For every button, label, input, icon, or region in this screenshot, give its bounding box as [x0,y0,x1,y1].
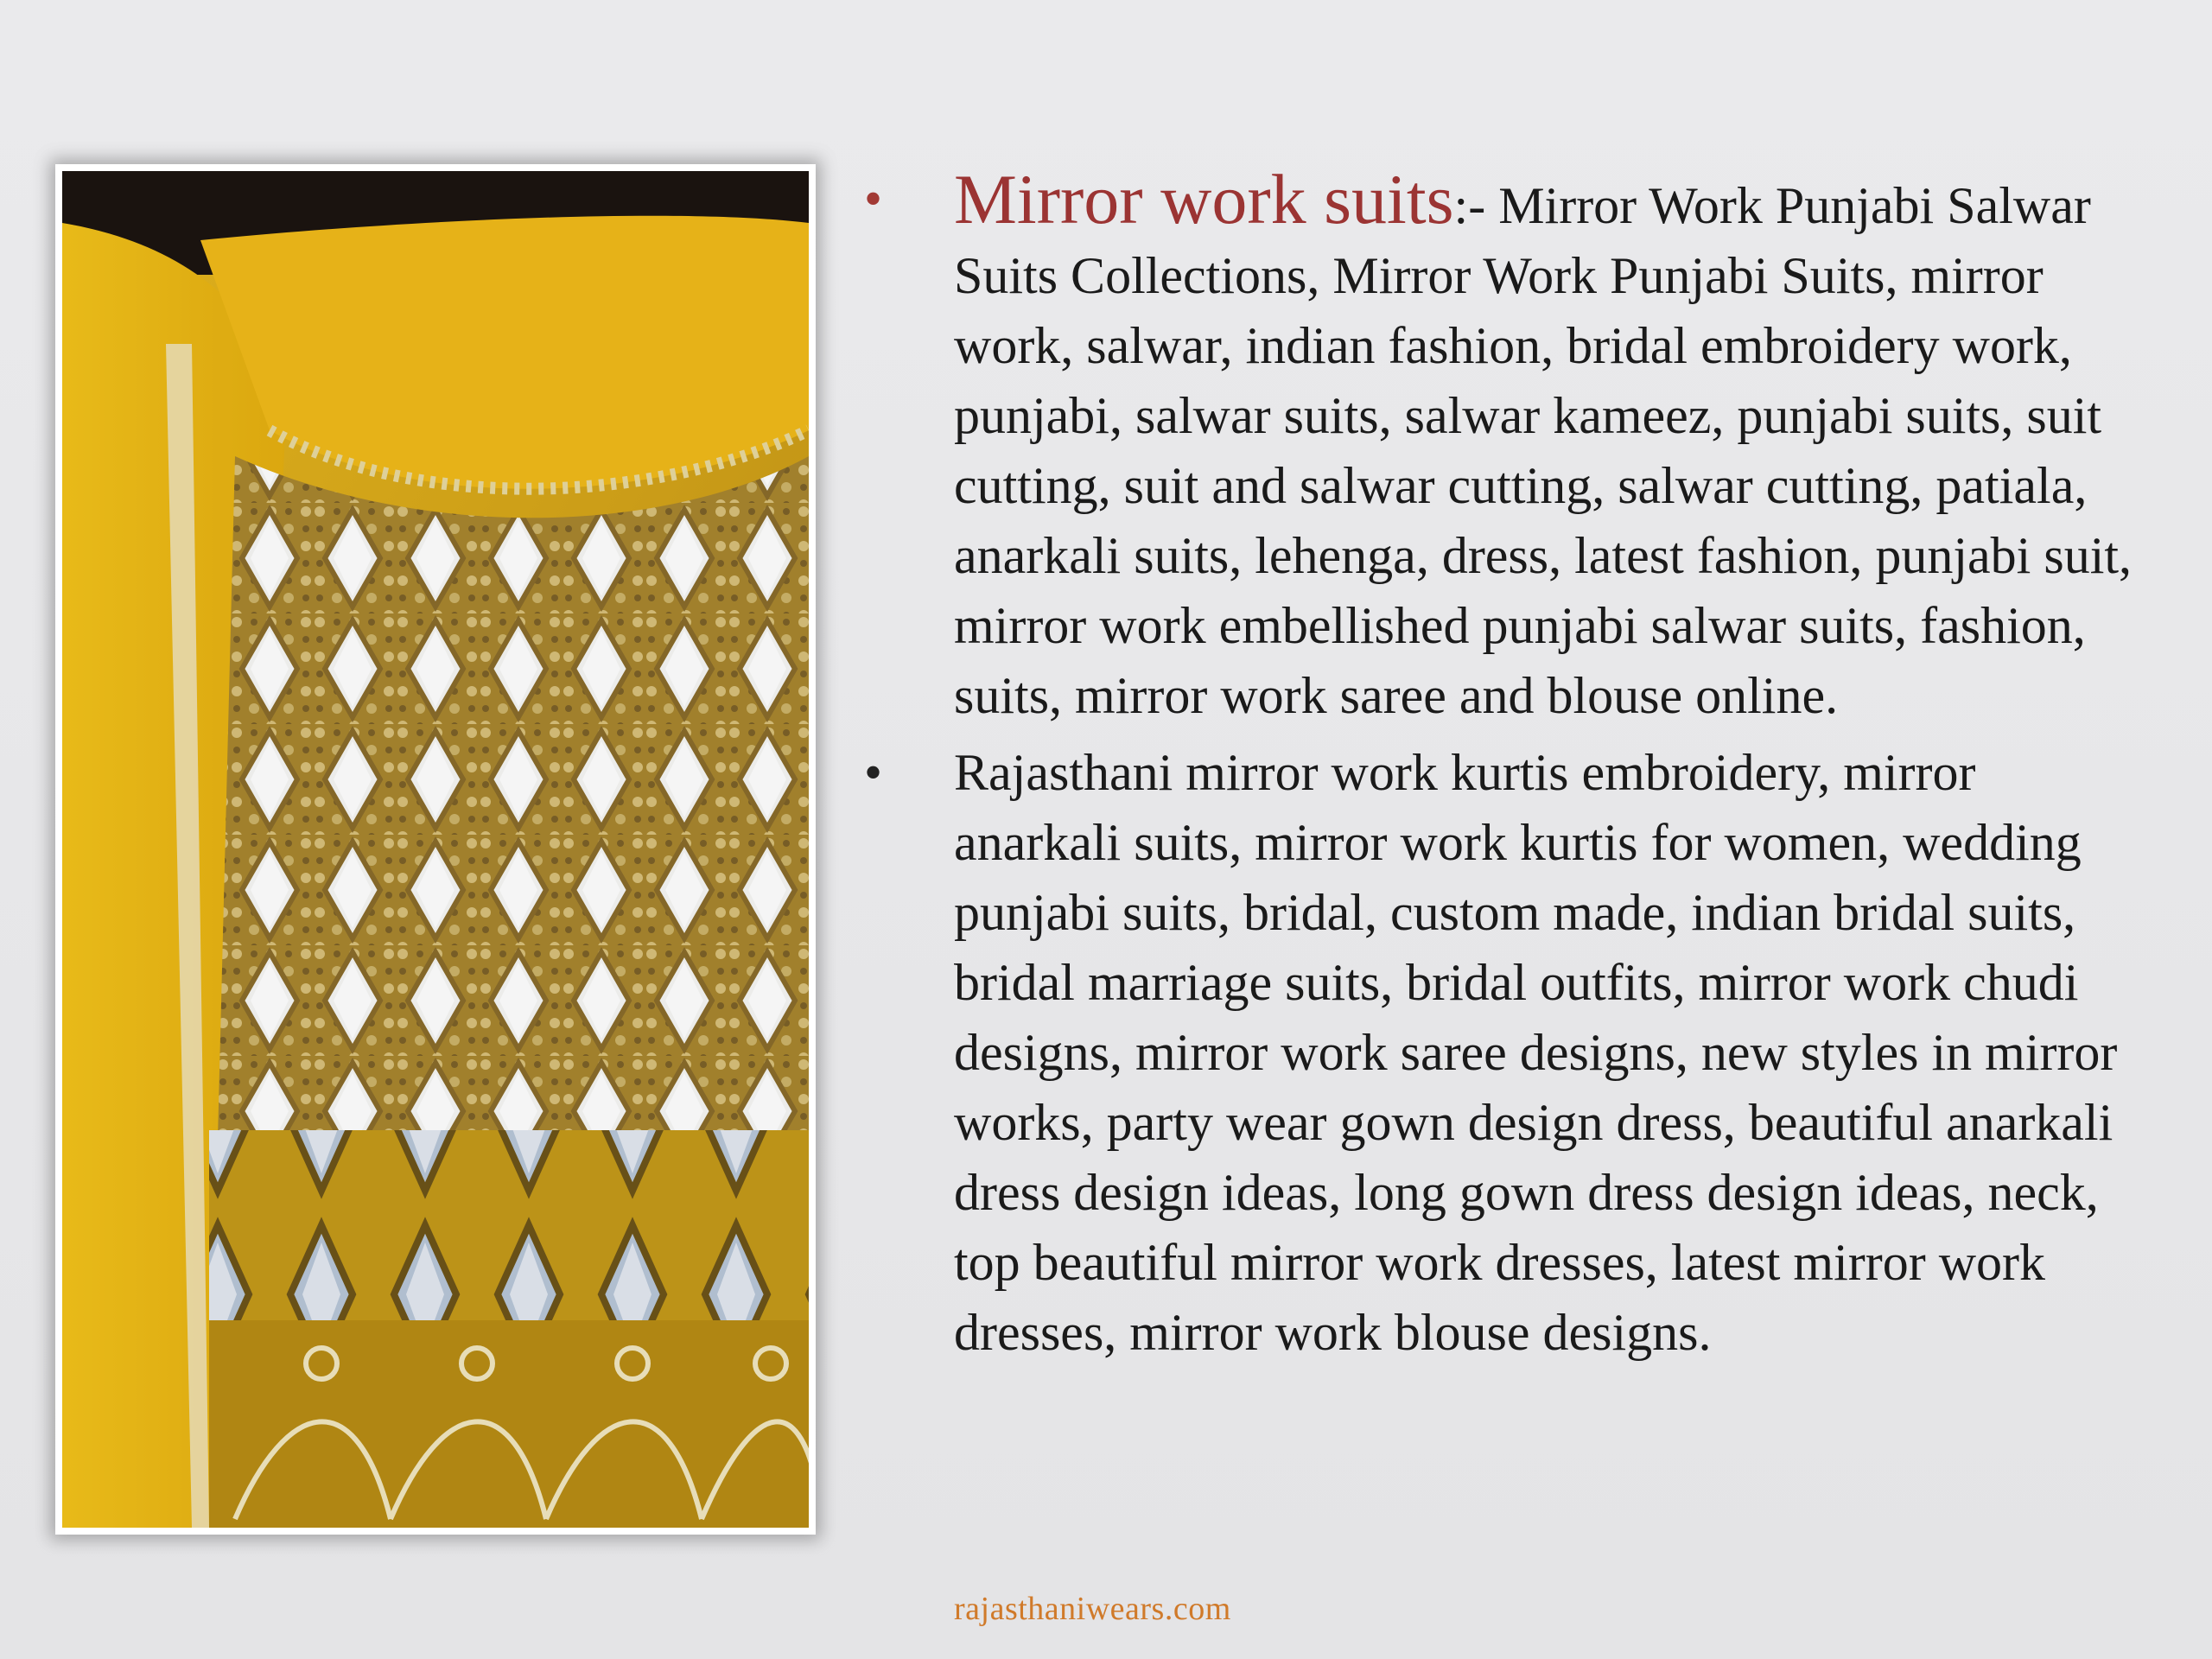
bullet-icon: • [864,170,883,227]
footer-website: rajasthaniwears.com [954,1591,1231,1627]
mirror-work-suit-image [62,171,809,1528]
heading-separator: :- [1453,177,1486,234]
bullet-item-1 [864,160,2143,731]
product-photo-frame [55,164,816,1535]
bullet-heading: Mirror work suits [954,160,1454,238]
product-photo [62,171,809,1528]
bullet-text: Rajasthani mirror work kurtis embroidery, mirror anarkali suits, mirror work kurtis for women, wedding punjabi suits, bridal, custom made, indian bridal suits, bridal marriage suits, bridal outfits, mirror work chudi designs, mirror work saree designs, new styles in mirror works, party wear gown design dress, beautiful anarkali dress design ideas, long gown dress design ideas, neck, top beautiful mirror work dresses, latest mirror work dresses, mirror work blouse designs. [954,744,2118,1361]
bullet-text: Mirror Work Punjabi Salwar Suits Collections, Mirror Work Punjabi Suits, mirror work, salwar, indian fashion, bridal embroidery work, punjabi, salwar suits, salwar kameez, punjabi suits, suit cutting, suit and salwar cutting, salwar cutting, patiala, anarkali suits, lehenga, dress, latest fashion, punjabi suit, mirror work embellished punjabi salwar suits, fashion, suits, mirror work saree and blouse online. [954,177,2133,724]
bullet-icon: • [864,744,883,801]
slide-content [864,160,2143,1368]
bullet-item-2 [864,738,2143,1368]
